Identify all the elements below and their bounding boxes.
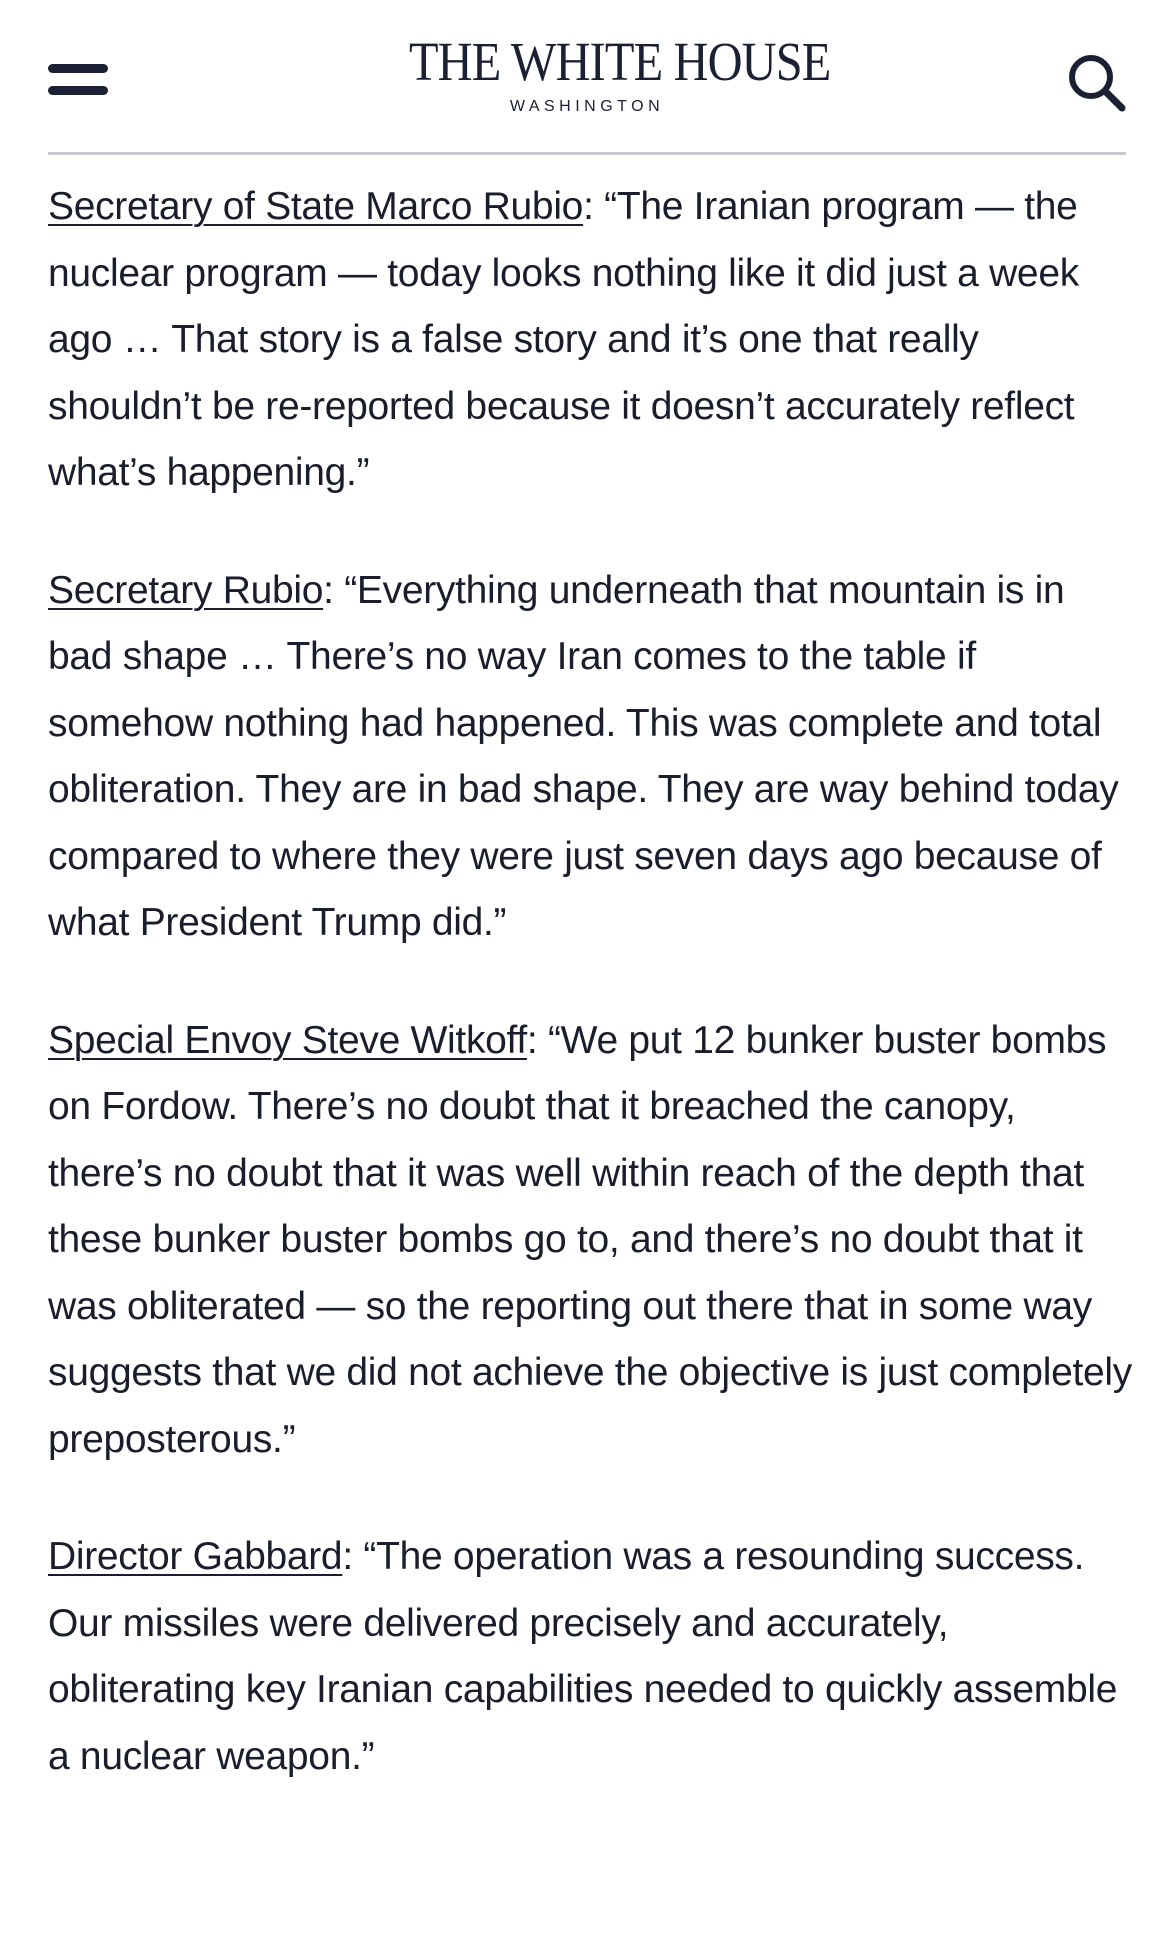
statement-paragraph: [48, 558, 1138, 957]
speaker-separator: :: [583, 185, 594, 228]
statement-paragraph: [48, 1524, 1138, 1790]
search-icon-graphic: [1064, 50, 1128, 114]
site-subtitle: WASHINGTON: [509, 98, 665, 115]
menu-bar-top: [48, 64, 108, 73]
hamburger-menu-icon[interactable]: [48, 64, 108, 96]
statement-quote: “We put 12 bunker buster bombs on Fordow. There’s no doubt that it breached the canopy, there’s no doubt that it was well within reach of the depth that these bunker buster bombs go to, and there’s no doubt that it was obliterated — so the reporting out there that in some way suggests that we did not achieve the objective is just completely preposterous.”: [48, 1018, 1132, 1461]
menu-bar-bottom: [48, 86, 108, 95]
speaker-separator: :: [323, 568, 334, 612]
speaker-link-rubio[interactable]: Secretary of State Marco Rubio: [48, 185, 584, 228]
search-icon[interactable]: [1064, 50, 1128, 114]
statement-quote: “Everything underneath that mountain is in bad shape … There’s no way Iran comes to the table if somehow nothing had happened. This was complete and total obliteration. They are in bad shape. They are way behind today compared to where they were just seven days ago because of what President Trump did.”: [48, 568, 1119, 944]
site-header: [0, 0, 1170, 153]
statement-paragraph: [48, 1008, 1138, 1474]
header-divider: [48, 152, 1126, 155]
statement-quote: “The Iranian program — the nuclear program — today looks nothing like it did just a week ago … That story is a false story and it’s one that really shouldn’t be re-reported because it doesn’t accurately reflect what’s happening.”: [48, 185, 1079, 494]
site-title: THE WHITE HOUSE: [409, 31, 831, 92]
speaker-link-secretary-rubio[interactable]: Secretary Rubio: [48, 568, 324, 612]
article-body: [48, 174, 1138, 1841]
statement-quote: “The operation was a resounding success. Our missiles were delivered precisely and accurately, obliterating key Iranian capabilities needed to quickly assemble a nuclear weapon.”: [48, 1535, 1118, 1778]
site-logo[interactable]: [385, 31, 831, 116]
speaker-separator: :: [342, 1535, 353, 1578]
statement-paragraph: [48, 174, 1138, 507]
speaker-link-witkoff[interactable]: Special Envoy Steve Witkoff: [48, 1018, 527, 1062]
speaker-separator: :: [526, 1018, 538, 1062]
speaker-link-gabbard[interactable]: Director Gabbard: [48, 1535, 343, 1578]
